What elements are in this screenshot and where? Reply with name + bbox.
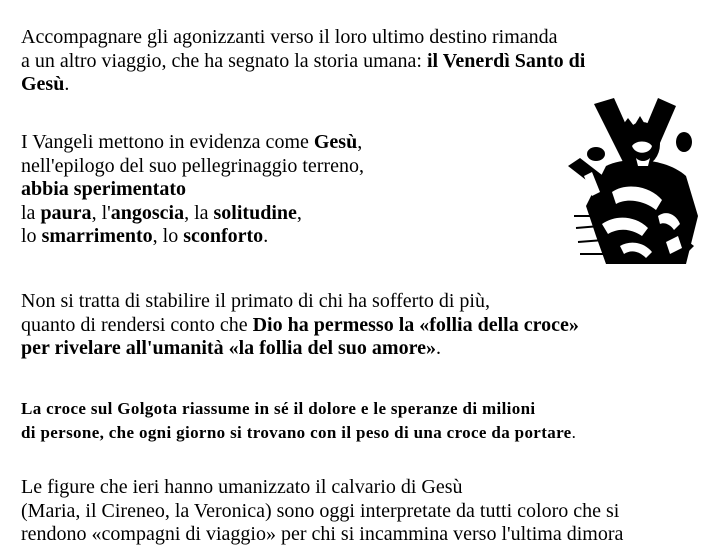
bold-text: per rivelare all'umanità «la follia del suo amore» [21,337,436,359]
text-run: lo [21,225,42,247]
text-run: Le figure che ieri hanno umanizzato il calvario di Gesù [21,476,463,498]
text-line [21,397,576,421]
text-line [21,290,579,314]
text-run: , [296,201,302,224]
text-run: I Vangeli mettono in evidenza come [21,131,314,153]
text-run: , [357,131,363,153]
text-line [21,314,579,338]
bold-text: Gesù [313,131,358,153]
text-run: Accompagnare gli agonizzanti verso il loro ultimo destino rimanda [21,26,558,48]
text-line [21,178,364,202]
text-line [21,73,585,97]
bold-text: il Venerdì Santo di [426,49,586,72]
bold-text: angoscia [110,201,185,224]
text-line [21,131,364,155]
bold-text: sconforto [183,225,264,247]
text-line [21,50,585,74]
text-run: (Maria, il Cireneo, la Veronica) sono oggi interpretate da tutti coloro che si [21,499,620,522]
text-run: , l' [91,201,111,224]
bold-text: Gesù [21,73,65,95]
text-run: , la [184,201,214,224]
text-line [21,202,364,226]
paragraph-intro [21,26,585,97]
text-run: rendono «compagni di viaggio» per chi si incammina verso l'ultima dimora [21,523,624,545]
text-line [21,476,623,500]
text-line [21,155,364,179]
text-run: . [263,225,269,247]
text-line [21,26,585,50]
text-run: quanto di rendersi conto che [21,313,253,336]
text-run: . [571,423,577,442]
text-run: a un altro viaggio, che ha segnato la storia umana: [21,49,427,72]
text-line [21,225,364,249]
text-run: . [64,73,70,95]
paragraph-golgota [21,397,576,445]
text-run: , lo [152,225,184,247]
bold-text: solitudine [213,201,297,224]
text-line [21,421,576,445]
christ-carrying-cross-icon [566,96,701,266]
text-line [21,523,623,547]
paragraph-primato [21,290,579,361]
text-run: nell'epilogo del suo pellegrinaggio terreno, [21,154,364,177]
bold-text: smarrimento [41,225,153,247]
bold-text: La croce sul Golgota riassume in sé il dolore e le speranze di milioni [21,399,536,418]
text-line [21,337,579,361]
text-line [21,500,623,524]
bold-text: abbia sperimentato [21,178,186,200]
bold-text: Dio ha permesso la «follia della croce» [252,313,579,336]
paragraph-figure [21,476,623,547]
paragraph-vangeli [21,131,364,249]
text-run: Non si tratta di stabilire il primato di chi ha sofferto di più, [21,290,490,312]
bold-text: di persone, che ogni giorno si trovano con il peso di una croce da portare [21,423,572,442]
text-run: . [435,337,441,359]
text-run: la [21,201,41,224]
bold-text: paura [40,201,92,224]
